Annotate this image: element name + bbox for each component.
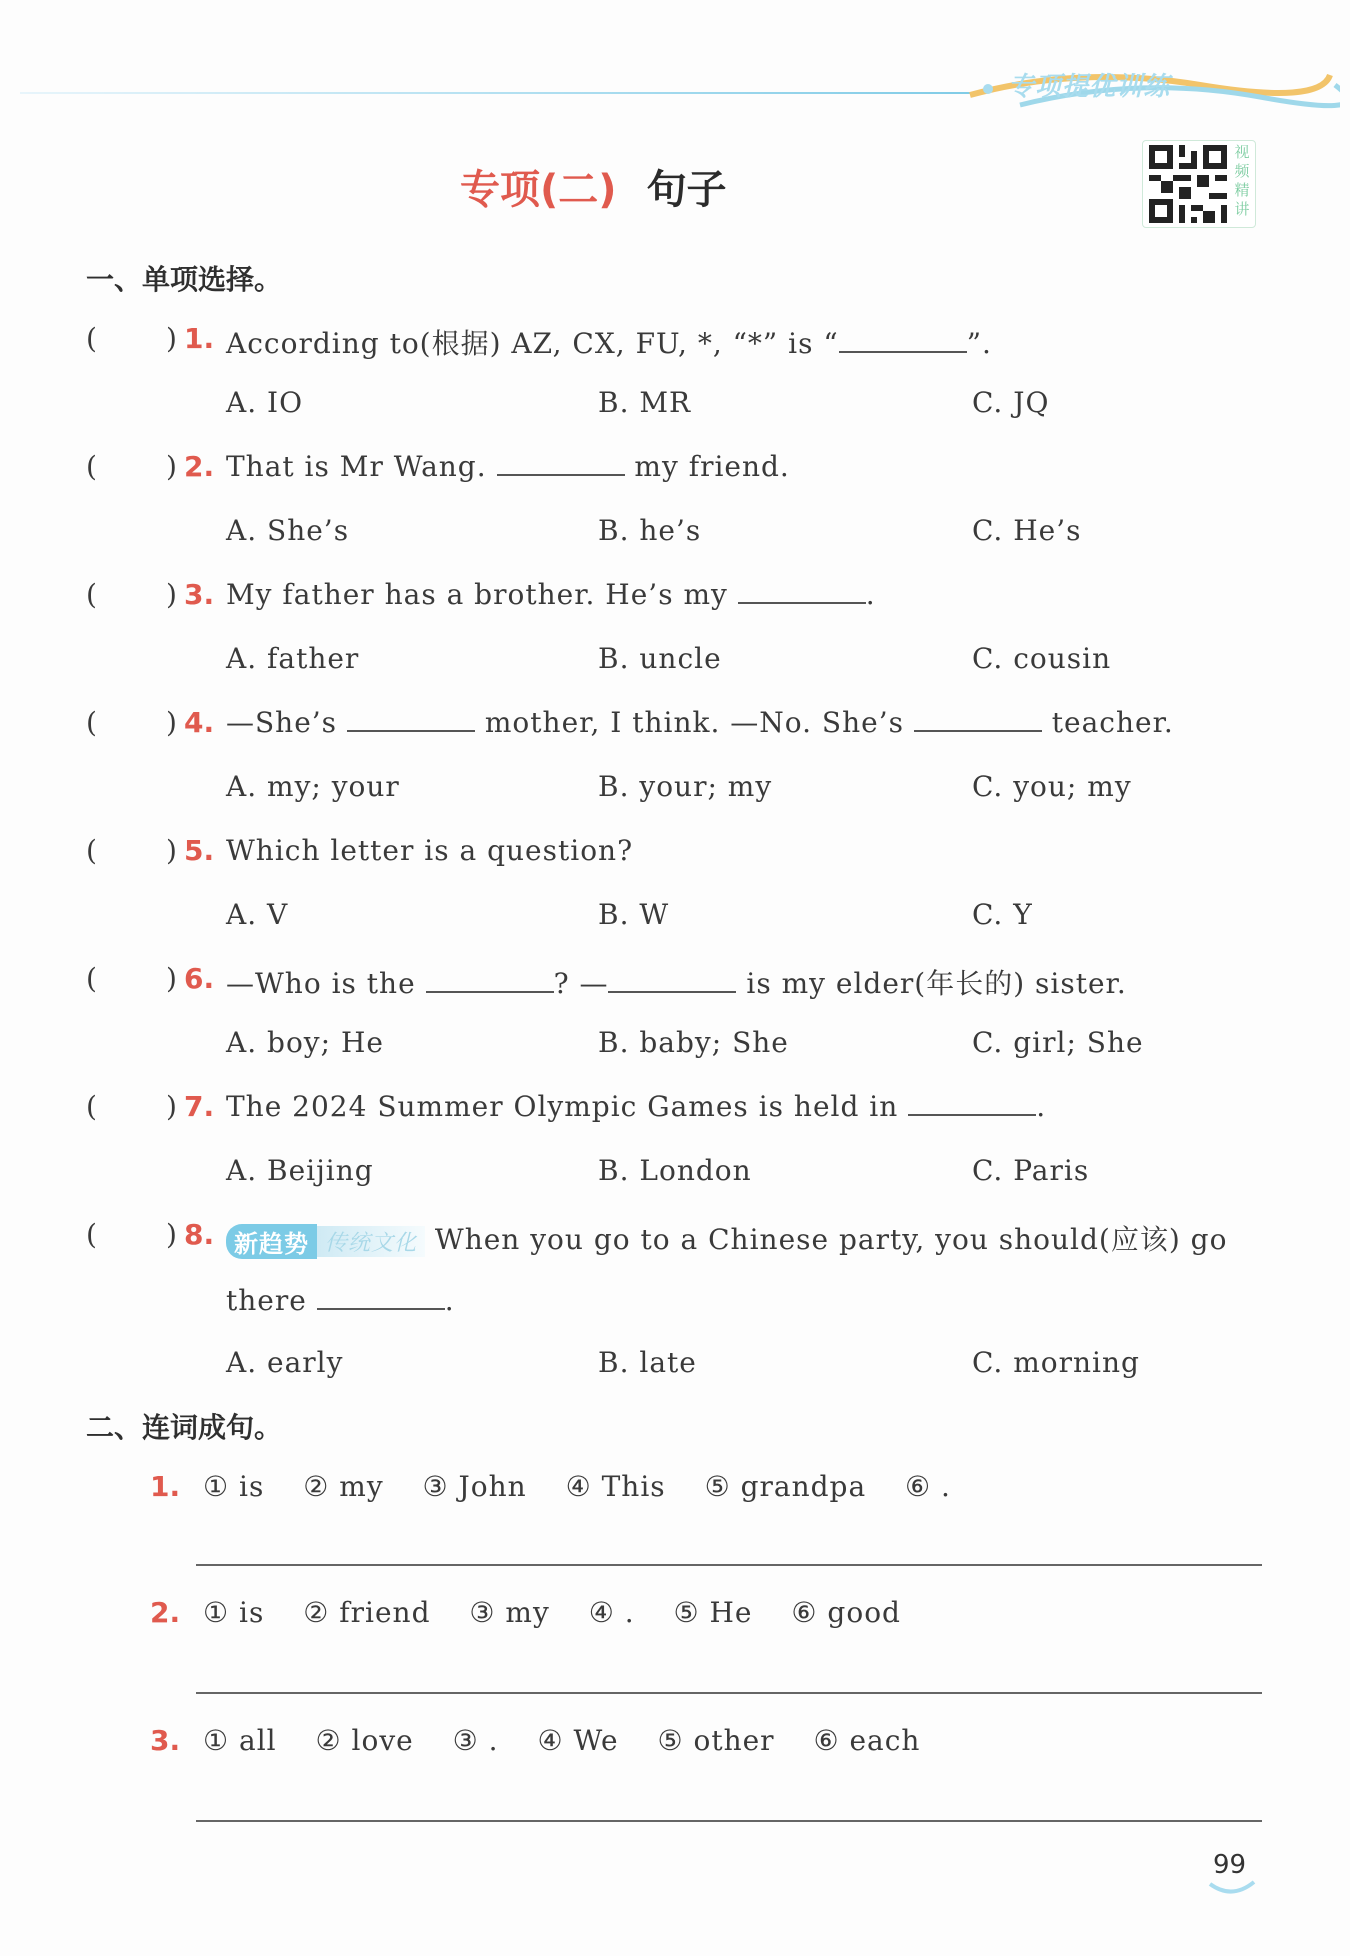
- answer-paren-close: ): [166, 450, 177, 483]
- word-tile: ③ my: [469, 1596, 550, 1629]
- option-c[interactable]: C. morning: [972, 1346, 1140, 1379]
- question-text: 新趋势 传统文化 When you go to a Chinese party, you should(应该) go: [226, 1218, 1227, 1259]
- answer-paren-open[interactable]: (: [86, 450, 97, 483]
- header-rule: [20, 92, 980, 94]
- answer-paren-open[interactable]: (: [86, 1218, 97, 1251]
- word-tile: ⑤ He: [673, 1596, 753, 1629]
- page-swoosh-icon: [1208, 1878, 1258, 1900]
- word-tile: ② love: [315, 1724, 414, 1757]
- option-b[interactable]: B. London: [598, 1154, 752, 1187]
- word-tile: ⑥ .: [905, 1470, 951, 1503]
- title-part2: 句子: [646, 167, 727, 213]
- option-c[interactable]: C. cousin: [972, 642, 1112, 675]
- page-title: [460, 158, 727, 215]
- option-a[interactable]: A. IO: [226, 386, 304, 419]
- word-tile: ⑥ each: [813, 1724, 921, 1757]
- word-tile: ① all: [203, 1724, 277, 1757]
- answer-paren-close: ): [166, 578, 177, 611]
- qr-label: 视频精讲: [1234, 143, 1250, 218]
- option-b[interactable]: B. he’s: [598, 514, 702, 547]
- culture-tag: 传统文化: [317, 1226, 425, 1257]
- word-tile: ④ We: [537, 1724, 619, 1757]
- question-text: That is Mr Wang. my friend.: [226, 450, 790, 483]
- fill-blank[interactable]: [347, 708, 475, 732]
- option-c[interactable]: C. JQ: [972, 386, 1050, 419]
- answer-paren-open[interactable]: (: [86, 322, 97, 355]
- word-tile: ② my: [303, 1470, 384, 1503]
- option-b[interactable]: B. MR: [598, 386, 692, 419]
- trend-tag: 新趋势: [226, 1224, 317, 1259]
- answer-paren-open[interactable]: (: [86, 962, 97, 995]
- answer-paren-close: ): [166, 706, 177, 739]
- question-text: According to(根据) AZ, CX, FU, *, “*” is “ ”.: [226, 327, 992, 360]
- fill-blank[interactable]: [317, 1286, 445, 1310]
- question-number: 6.: [184, 962, 215, 995]
- option-a[interactable]: A. early: [226, 1346, 344, 1379]
- item-number: 1.: [150, 1470, 181, 1503]
- fill-blank[interactable]: [839, 329, 967, 353]
- word-order-item-3: [150, 1724, 950, 1757]
- header-tag: 专项提优训练: [1008, 72, 1171, 102]
- question-text: My father has a brother. He’s my .: [226, 578, 876, 611]
- question-text: —She’s mother, I think. —No. She’s teacher.: [226, 706, 1174, 739]
- option-c[interactable]: C. you; my: [972, 770, 1132, 803]
- answer-line[interactable]: [196, 1564, 1262, 1566]
- word-order-item-1: [150, 1470, 981, 1503]
- answer-paren-close: ): [166, 834, 177, 867]
- word-order-item-2: [150, 1596, 931, 1629]
- question-number: 4.: [184, 706, 215, 739]
- option-c[interactable]: C. He’s: [972, 514, 1082, 547]
- word-tile: ② friend: [303, 1596, 431, 1629]
- option-a[interactable]: A. V: [226, 898, 289, 931]
- answer-line[interactable]: [196, 1692, 1262, 1694]
- question-number: 2.: [184, 450, 215, 483]
- option-b[interactable]: B. W: [598, 898, 670, 931]
- title-part1: 专项(二): [460, 167, 617, 213]
- question-number: 8.: [184, 1218, 215, 1251]
- word-tile: ④ .: [588, 1596, 635, 1629]
- option-b[interactable]: B. late: [598, 1346, 697, 1379]
- item-number: 2.: [150, 1596, 181, 1629]
- option-c[interactable]: C. Paris: [972, 1154, 1090, 1187]
- qr-code-icon: [1149, 145, 1227, 223]
- fill-blank[interactable]: [914, 708, 1042, 732]
- fill-blank[interactable]: [738, 580, 866, 604]
- question-text-continued: there .: [226, 1284, 455, 1317]
- fill-blank[interactable]: [908, 1092, 1036, 1116]
- answer-paren-open[interactable]: (: [86, 578, 97, 611]
- option-c[interactable]: C. girl; She: [972, 1026, 1144, 1059]
- answer-paren-close: ): [166, 1218, 177, 1251]
- option-a[interactable]: A. my; your: [226, 770, 400, 803]
- fill-blank[interactable]: [426, 969, 554, 993]
- option-b[interactable]: B. uncle: [598, 642, 722, 675]
- answer-paren-close: ): [166, 1090, 177, 1123]
- question-number: 7.: [184, 1090, 215, 1123]
- answer-paren-close: ): [166, 962, 177, 995]
- word-tile: ③ .: [452, 1724, 499, 1757]
- answer-paren-open[interactable]: (: [86, 1090, 97, 1123]
- word-tile: ⑤ other: [657, 1724, 775, 1757]
- page-number: 99: [1213, 1850, 1247, 1880]
- option-a[interactable]: A. She’s: [226, 514, 350, 547]
- section1-title: 一、单项选择。: [86, 263, 283, 296]
- option-b[interactable]: B. your; my: [598, 770, 773, 803]
- word-tile: ⑥ good: [791, 1596, 901, 1629]
- answer-line[interactable]: [196, 1820, 1262, 1822]
- word-tile: ③ John: [422, 1470, 527, 1503]
- question-number: 3.: [184, 578, 215, 611]
- question-text: The 2024 Summer Olympic Games is held in .: [226, 1090, 1047, 1123]
- question-number: 1.: [184, 322, 215, 355]
- answer-paren-open[interactable]: (: [86, 834, 97, 867]
- word-tile: ① is: [203, 1470, 265, 1503]
- question-text: Which letter is a question?: [226, 834, 634, 867]
- qr-code[interactable]: [1142, 140, 1256, 228]
- fill-blank[interactable]: [497, 452, 625, 476]
- option-b[interactable]: B. baby; She: [598, 1026, 789, 1059]
- fill-blank[interactable]: [608, 969, 736, 993]
- option-a[interactable]: A. father: [226, 642, 360, 675]
- option-a[interactable]: A. boy; He: [226, 1026, 384, 1059]
- word-tile: ④ This: [565, 1470, 666, 1503]
- option-a[interactable]: A. Beijing: [226, 1154, 374, 1187]
- section2-title: 二、连词成句。: [86, 1411, 283, 1444]
- item-number: 3.: [150, 1724, 181, 1757]
- word-tile: ⑤ grandpa: [704, 1470, 867, 1503]
- answer-paren-open[interactable]: (: [86, 706, 97, 739]
- question-number: 5.: [184, 834, 215, 867]
- answer-paren-close: ): [166, 322, 177, 355]
- option-c[interactable]: C. Y: [972, 898, 1033, 931]
- word-tile: ① is: [203, 1596, 265, 1629]
- question-text: —Who is the ? — is my elder(年长的) sister.: [226, 967, 1127, 1000]
